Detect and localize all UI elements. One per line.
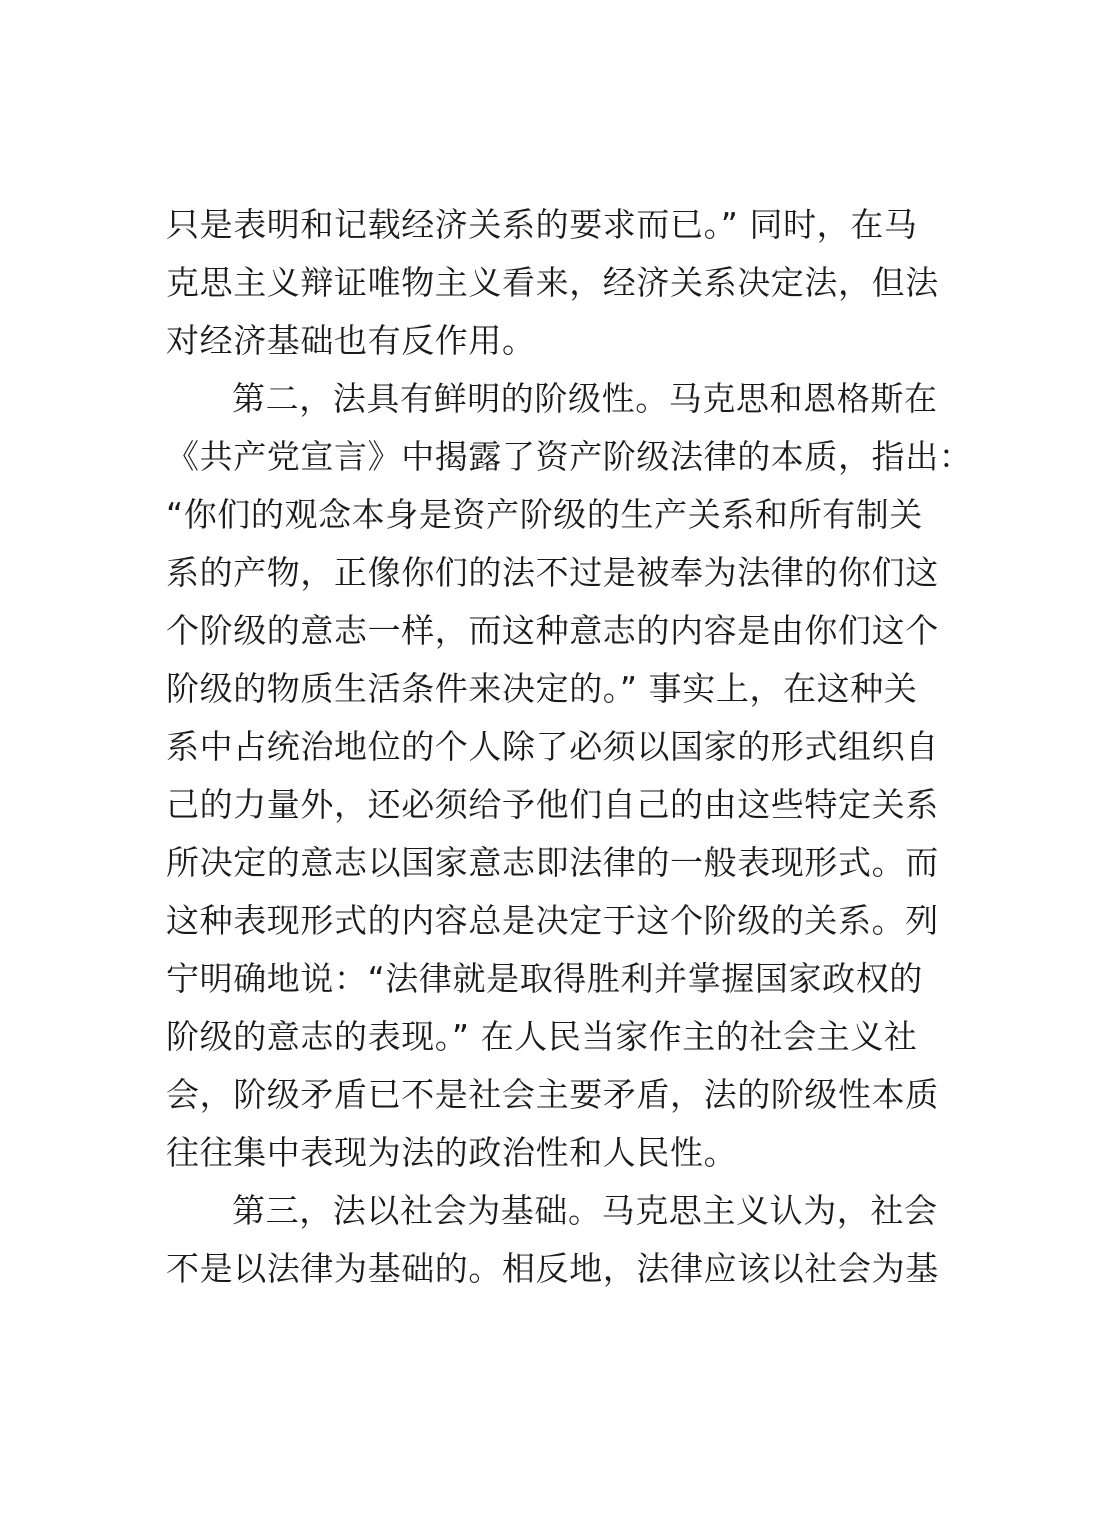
text-line: 宁明确地说：“法律就是取得胜利并掌握国家政权的 — [166, 959, 923, 998]
paragraph-2 — [166, 370, 973, 1182]
text-line: 阶级的物质生活条件来决定的。” 事实上，在这种关 — [166, 669, 918, 708]
text-line: 克思主义辩证唯物主义看来，经济关系决定法，但法 — [166, 263, 939, 302]
text-line: 对经济基础也有反作用。 — [166, 321, 536, 360]
text-line: 不是以法律为基础的。相反地，法律应该以社会为基 — [166, 1249, 939, 1288]
text-line: 会，阶级矛盾已不是社会主要矛盾，法的阶级性本质 — [166, 1075, 939, 1114]
text-line: 系的产物，正像你们的法不过是被奉为法律的你们这 — [166, 553, 939, 592]
text-line: 个阶级的意志一样，而这种意志的内容是由你们这个 — [166, 611, 939, 650]
body-text — [166, 196, 973, 1298]
text-line: 所决定的意志以国家意志即法律的一般表现形式。而 — [166, 843, 939, 882]
paragraph-3 — [166, 1182, 956, 1298]
paragraph-1 — [166, 196, 956, 370]
text-line: “你们的观念本身是资产阶级的生产关系和所有制关 — [166, 495, 923, 534]
text-line: 第二，法具有鲜明的阶级性。马克思和恩格斯在 — [232, 379, 938, 418]
text-line: 第三，法以社会为基础。马克思主义认为，社会 — [232, 1191, 938, 1230]
text-line: 阶级的意志的表现。” 在人民当家作主的社会主义社 — [166, 1017, 918, 1056]
text-line: 己的力量外，还必须给予他们自己的由这些特定关系 — [166, 785, 939, 824]
text-line: 往往集中表现为法的政治性和人民性。 — [166, 1133, 738, 1172]
text-line: 这种表现形式的内容总是决定于这个阶级的关系。列 — [166, 901, 939, 940]
text-line: 系中占统治地位的个人除了必须以国家的形式组织自 — [166, 727, 939, 766]
text-line: 只是表明和记载经济关系的要求而已。” 同时，在马 — [166, 205, 918, 244]
text-line: 《共产党宣言》中揭露了资产阶级法律的本质，指出： — [166, 437, 973, 476]
